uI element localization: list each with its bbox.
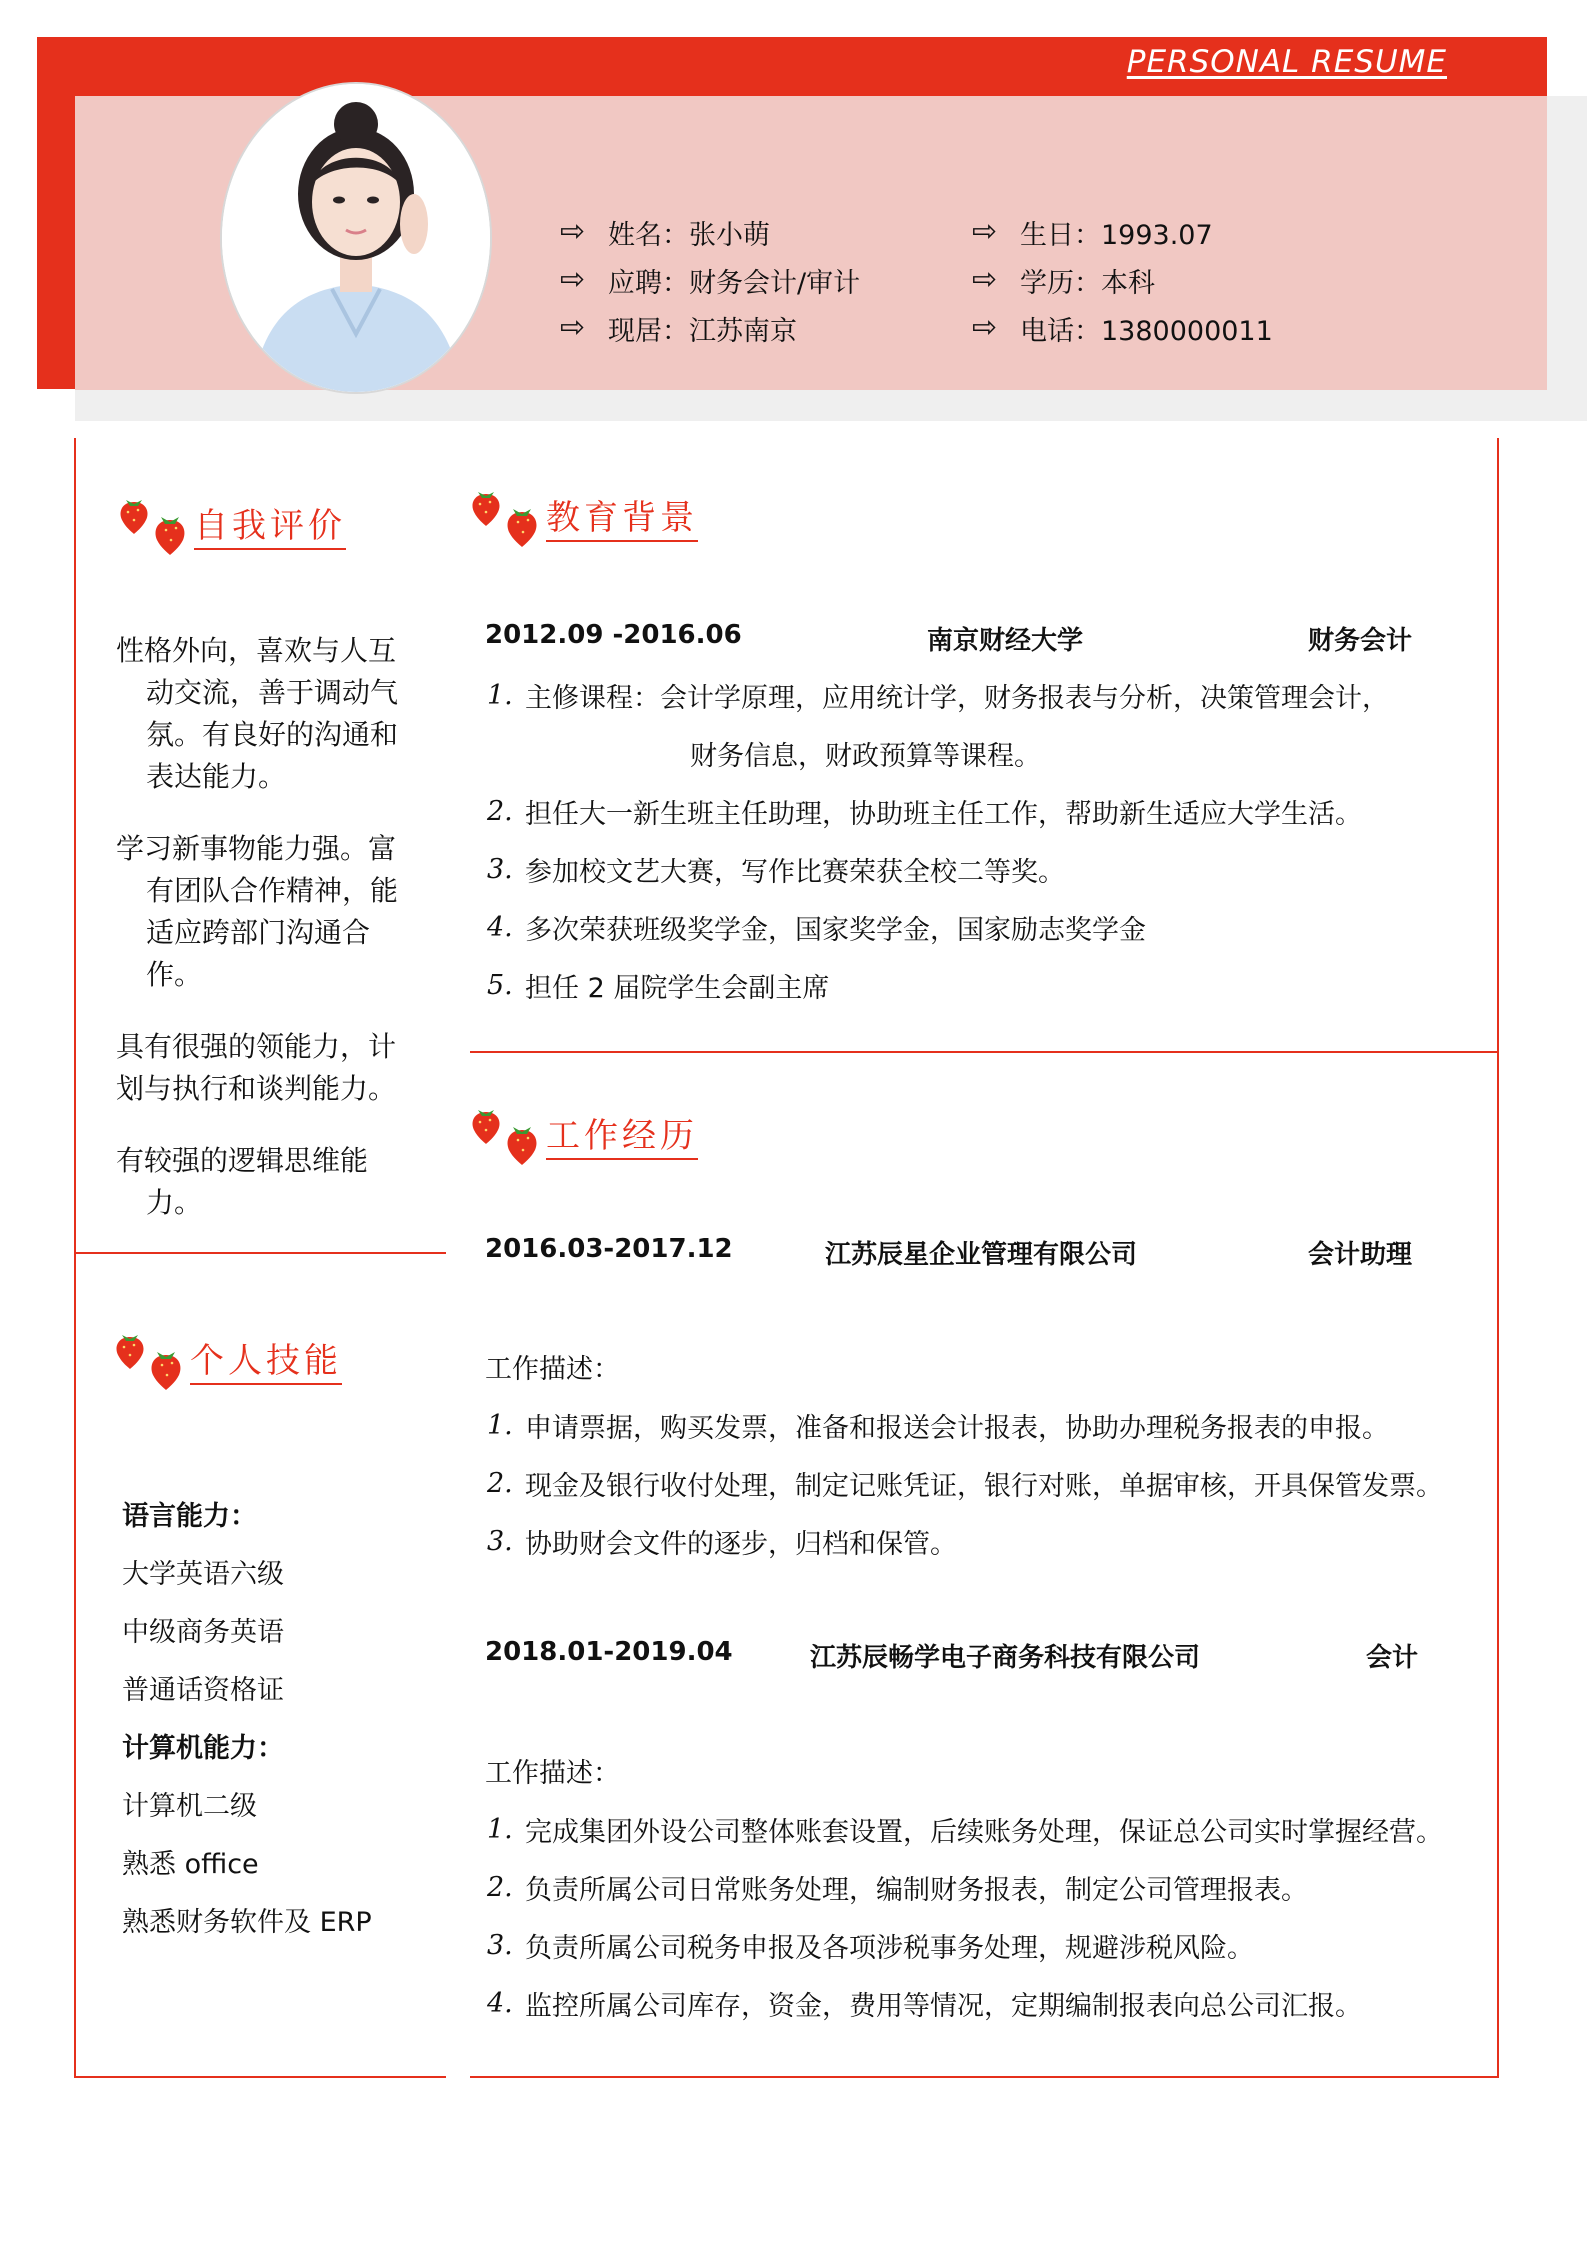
info-row-location xyxy=(560,304,860,352)
left-border xyxy=(74,438,76,2078)
info-row-position xyxy=(560,256,860,304)
job-position: 会计助理 xyxy=(1308,1240,1413,1270)
list-number: 3. xyxy=(487,1525,513,1557)
list-item xyxy=(487,1454,1497,1512)
skill-item: 熟悉财务软件及 ERP xyxy=(122,1906,372,1938)
list-text: 负责所属公司税务申报及各项涉税事务处理，规避涉税风险。 xyxy=(525,1932,1254,1964)
info-birthday: 生日：1993.07 xyxy=(1020,219,1213,251)
basic-info-left xyxy=(560,208,860,352)
list-item xyxy=(487,898,1497,956)
list-number: 3. xyxy=(487,853,513,885)
self-eval-line: 氛。有良好的沟通和 xyxy=(146,718,399,751)
strawberry-icon xyxy=(112,1325,190,1385)
job-duties xyxy=(487,1396,1497,1570)
list-item xyxy=(487,724,1497,782)
strawberry-icon xyxy=(468,482,546,542)
info-row-education xyxy=(972,256,1273,304)
job-position: 会计 xyxy=(1366,1643,1419,1673)
self-eval-line: 有团队合作精神，能 xyxy=(146,874,399,907)
left-bottom-line xyxy=(74,2076,446,2078)
self-eval-line: 性格外向，喜欢与人互 xyxy=(116,634,397,667)
list-item xyxy=(487,1396,1497,1454)
self-eval-text xyxy=(116,630,436,1224)
job-period: 2018.01-2019.04 xyxy=(485,1637,733,1667)
right-bottom-line xyxy=(470,2076,1499,2078)
self-eval-heading xyxy=(116,490,346,550)
job-company: 江苏辰畅学电子商务科技有限公司 xyxy=(810,1643,1201,1673)
arrow-right-icon: ⇨ xyxy=(972,262,998,297)
language-skills-label: 语言能力： xyxy=(122,1500,257,1532)
job-desc-label: 工作描述： xyxy=(485,1758,620,1789)
list-text: 担任大一新生班主任助理，协助班主任工作，帮助新生适应大学生活。 xyxy=(525,798,1362,830)
self-eval-line: 适应跨部门沟通合 xyxy=(146,916,371,949)
info-row-phone xyxy=(972,304,1273,352)
list-text: 主修课程：会计学原理，应用统计学，财务报表与分析，决策管理会计， xyxy=(525,682,1389,714)
list-item xyxy=(487,1974,1497,2032)
self-eval-line: 划与执行和谈判能力。 xyxy=(116,1072,397,1105)
info-phone: 电话：1380000011 xyxy=(1020,315,1273,347)
self-eval-line: 具有很强的领能力，计 xyxy=(116,1030,397,1063)
info-row-birthday xyxy=(972,208,1273,256)
list-text: 完成集团外设公司整体账套设置，后续账务处理，保证总公司实时掌握经营。 xyxy=(525,1816,1443,1848)
list-number: 5. xyxy=(487,969,513,1001)
list-text: 担任 2 届院学生会副主席 xyxy=(525,972,830,1004)
list-number: 2. xyxy=(487,1871,513,1903)
list-item xyxy=(487,782,1497,840)
self-eval-line: 有较强的逻辑思维能 xyxy=(116,1144,369,1177)
job-period: 2016.03-2017.12 xyxy=(485,1234,733,1264)
strawberry-icon xyxy=(468,1100,546,1160)
info-education: 学历：本科 xyxy=(1020,267,1155,299)
list-item xyxy=(487,666,1497,724)
job-duties xyxy=(487,1800,1497,2032)
list-text: 负责所属公司日常账务处理，编制财务报表，制定公司管理报表。 xyxy=(525,1874,1308,1906)
list-number: 3. xyxy=(487,1929,513,1961)
skills-heading xyxy=(112,1325,342,1385)
arrow-right-icon: ⇨ xyxy=(972,214,998,249)
list-text: 参加校文艺大赛，写作比赛荣获全校二等奖。 xyxy=(525,856,1065,888)
list-item xyxy=(487,956,1497,1014)
list-item xyxy=(487,1858,1497,1916)
list-text: 申请票据，购买发票，准备和报送会计报表，协助办理税务报表的申报。 xyxy=(525,1412,1389,1444)
self-eval-line: 作。 xyxy=(146,958,203,991)
skill-item: 中级商务英语 xyxy=(122,1616,284,1648)
resume-title: PERSONAL RESUME xyxy=(1126,44,1447,80)
self-eval-line: 动交流，善于调动气 xyxy=(146,676,399,709)
info-row-name xyxy=(560,208,860,256)
job-desc-label: 工作描述： xyxy=(485,1354,620,1385)
education-entry-header xyxy=(485,620,1485,657)
arrow-right-icon: ⇨ xyxy=(560,262,586,297)
list-number: 1. xyxy=(487,1409,513,1441)
education-major: 财务会计 xyxy=(1308,626,1413,656)
self-eval-line: 表达能力。 xyxy=(146,760,287,793)
list-item xyxy=(487,1512,1497,1570)
list-text: 监控所属公司库存，资金，费用等情况，定期编制报表向总公司汇报。 xyxy=(525,1990,1362,2022)
self-eval-line: 力。 xyxy=(146,1186,203,1219)
list-item xyxy=(487,1916,1497,1974)
info-position: 应聘：财务会计/审计 xyxy=(608,267,861,299)
left-divider xyxy=(74,1252,446,1254)
list-number: 4. xyxy=(487,1987,513,2019)
education-list xyxy=(487,666,1497,1014)
profile-photo xyxy=(220,82,492,394)
basic-info-right xyxy=(972,208,1273,352)
right-border xyxy=(1497,438,1499,2078)
strawberry-icon xyxy=(116,490,194,550)
skills-title: 个人技能 xyxy=(190,1342,342,1385)
list-number: 1. xyxy=(487,1813,513,1845)
self-eval-paragraph xyxy=(116,1026,436,1110)
list-text: 财务信息，财政预算等课程。 xyxy=(690,740,1041,772)
list-number: 1. xyxy=(487,679,513,711)
right-divider xyxy=(470,1051,1499,1053)
self-eval-paragraph xyxy=(116,1140,436,1224)
skill-item: 计算机二级 xyxy=(122,1790,257,1822)
list-number: 2. xyxy=(487,795,513,827)
list-text: 多次荣获班级奖学金，国家奖学金，国家励志奖学金 xyxy=(525,914,1146,946)
self-eval-line: 学习新事物能力强。富 xyxy=(116,832,397,865)
skill-item: 大学英语六级 xyxy=(122,1558,284,1590)
self-eval-paragraph xyxy=(116,828,436,996)
job-header xyxy=(485,1637,1485,1674)
education-title: 教育背景 xyxy=(546,499,698,542)
list-number: 2. xyxy=(487,1467,513,1499)
job-header xyxy=(485,1234,1485,1271)
self-eval-title: 自我评价 xyxy=(194,507,346,550)
arrow-right-icon: ⇨ xyxy=(560,310,586,345)
self-eval-paragraph xyxy=(116,630,436,798)
education-heading xyxy=(468,482,698,542)
job-company: 江苏辰星企业管理有限公司 xyxy=(825,1240,1138,1270)
work-title: 工作经历 xyxy=(546,1117,698,1160)
work-heading xyxy=(468,1100,698,1160)
arrow-right-icon: ⇨ xyxy=(560,214,586,249)
portrait-illustration xyxy=(222,84,490,392)
list-text: 协助财会文件的逐步，归档和保管。 xyxy=(525,1528,957,1560)
info-location: 现居：江苏南京 xyxy=(608,315,797,347)
info-name: 姓名：张小萌 xyxy=(608,219,770,251)
computer-skills-label: 计算机能力： xyxy=(122,1732,284,1764)
list-item xyxy=(487,840,1497,898)
list-number: 4. xyxy=(487,911,513,943)
list-item xyxy=(487,1800,1497,1858)
skill-item: 熟悉 office xyxy=(122,1848,259,1880)
skill-item: 普通话资格证 xyxy=(122,1674,284,1706)
education-school: 南京财经大学 xyxy=(927,626,1084,656)
skills-list xyxy=(122,1484,372,1948)
arrow-right-icon: ⇨ xyxy=(972,310,998,345)
education-period: 2012.09 -2016.06 xyxy=(485,620,742,650)
list-text: 现金及银行收付处理，制定记账凭证，银行对账，单据审核，开具保管发票。 xyxy=(525,1470,1443,1502)
